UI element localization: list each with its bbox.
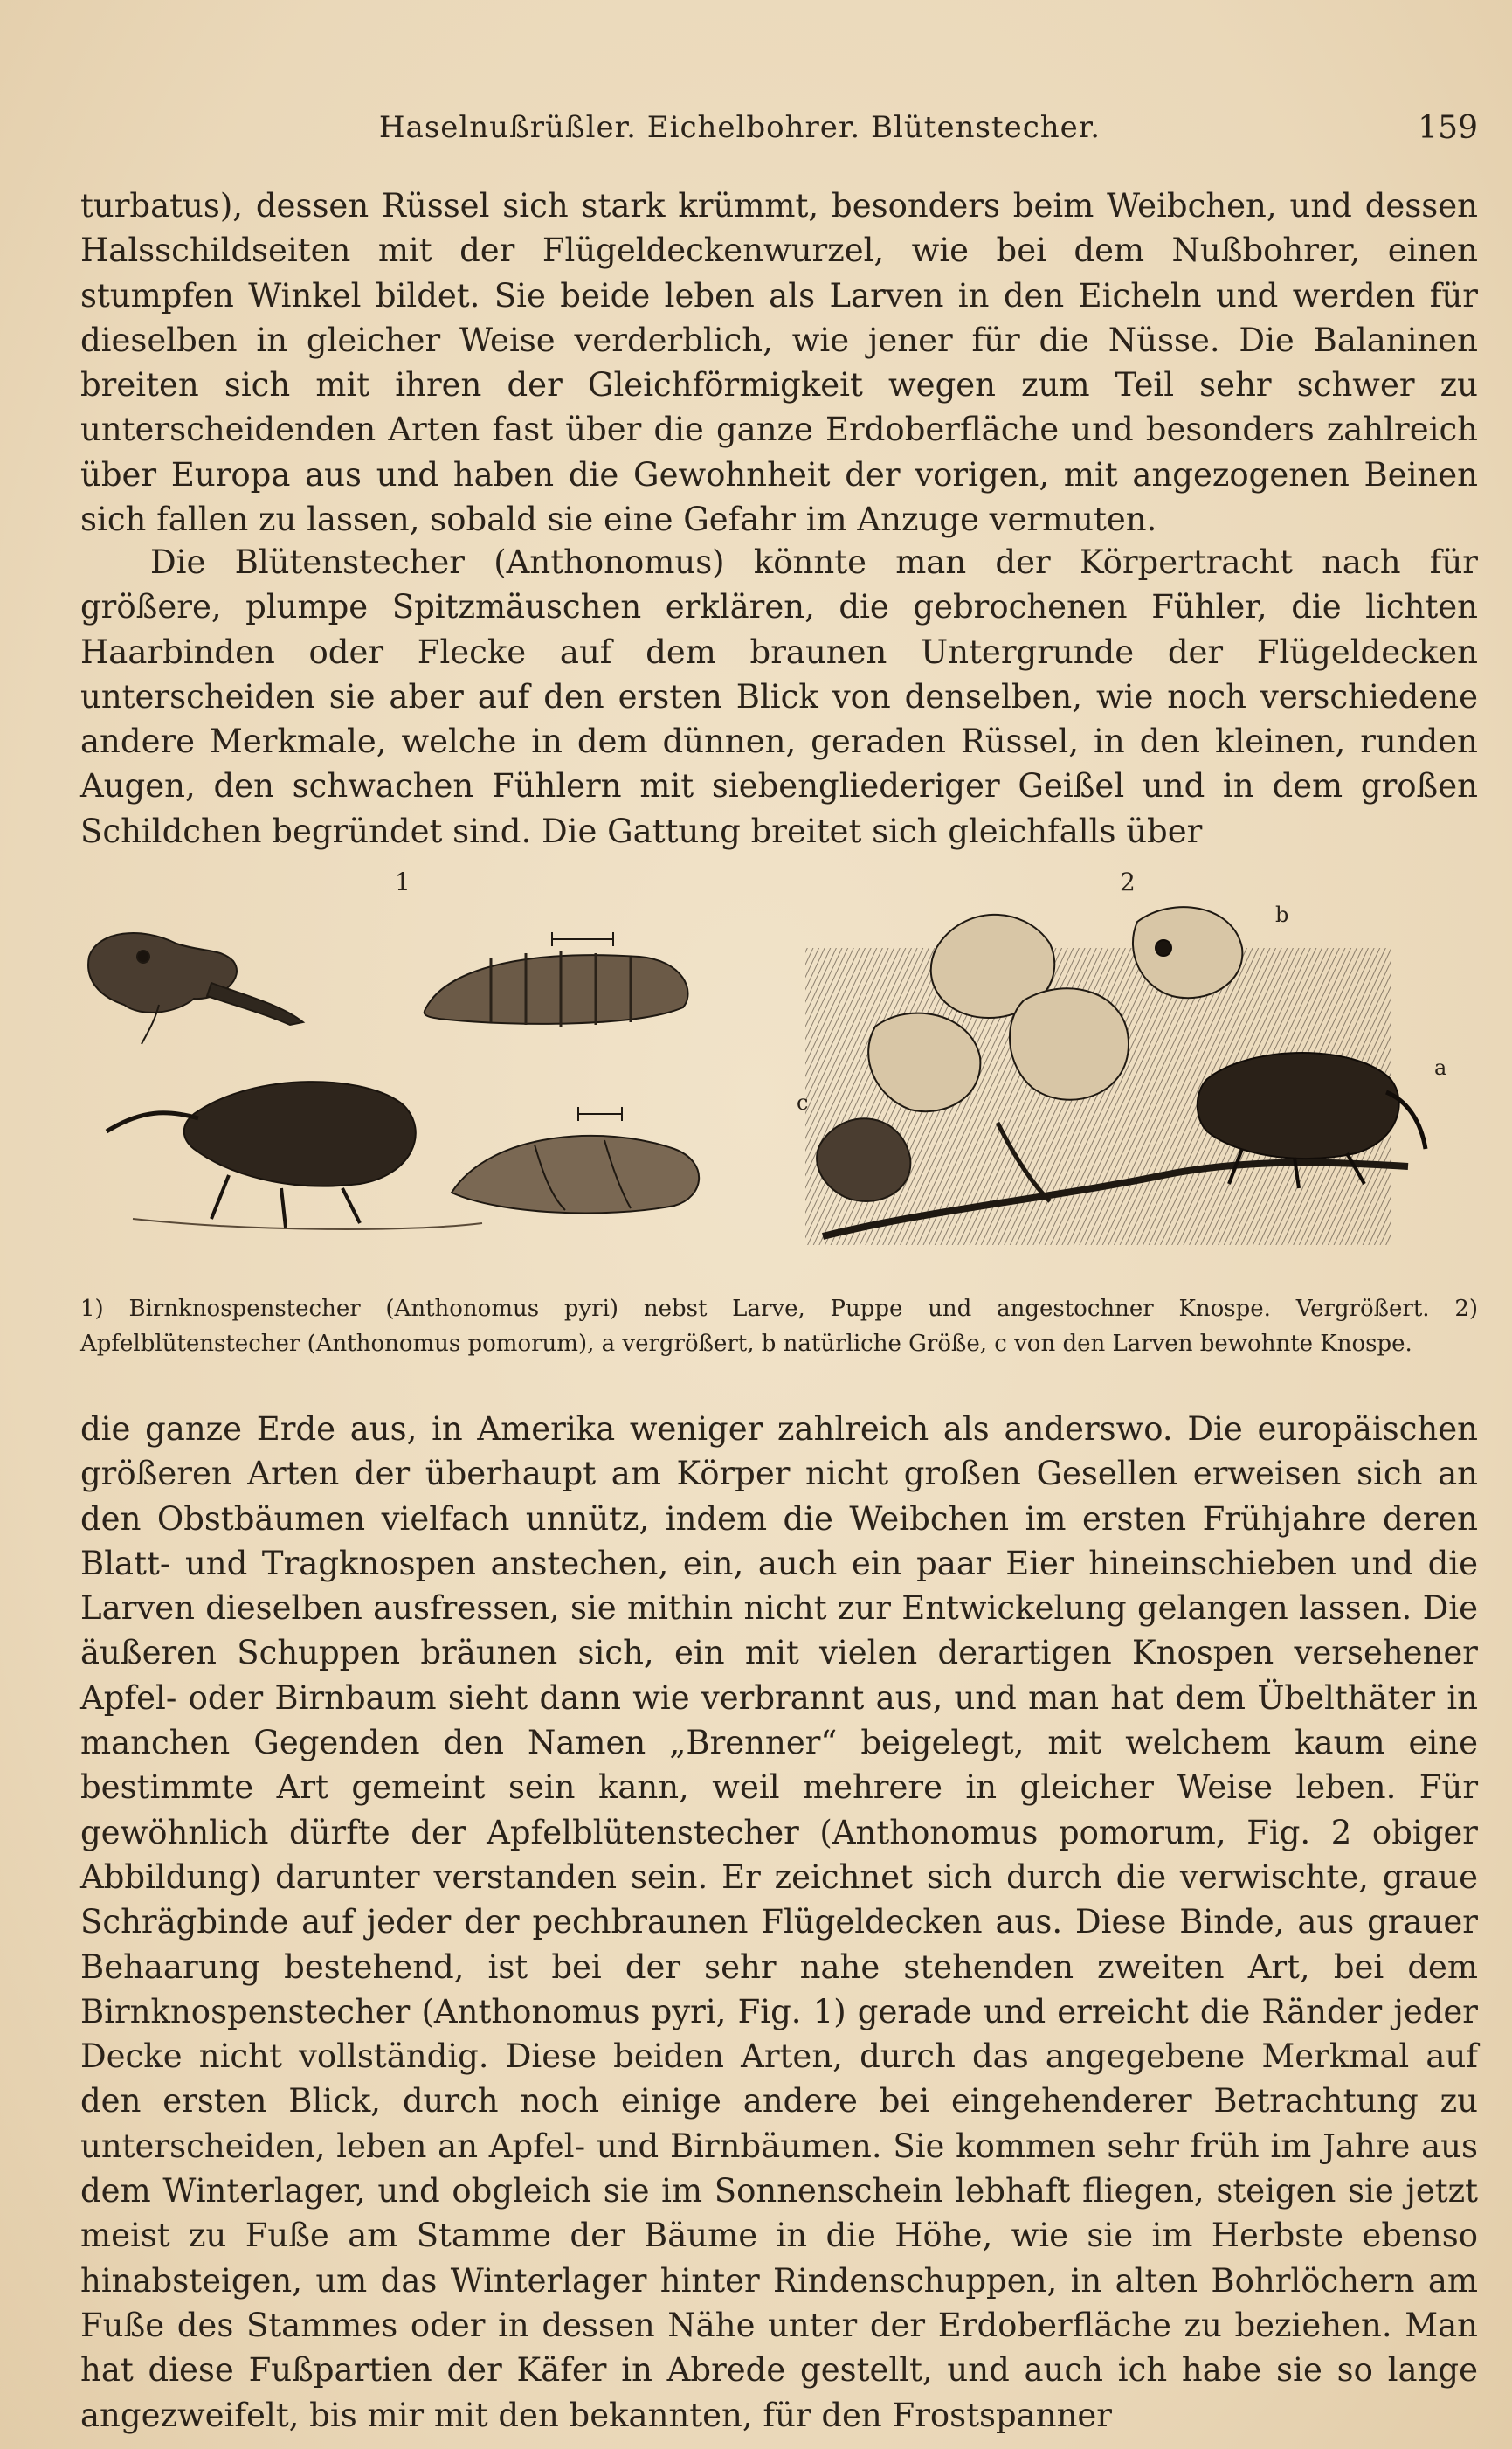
paragraph-text: turbatus), dessen Rüssel sich stark krümmt, besonders beim Weibchen, und dessen Halsschildseiten mit der Flügeldeckenwurzel, wie bei dem Nußbohrer, einen stumpfen Winkel bildet. Sie beide leben als Larven in den Eicheln und werden für dieselben in gleicher Weise verderblich, wie jener für die Nüsse. Die Balaninen breiten sich mit ihren der Gleichförmigkeit wegen zum Teil sehr schwer zu unterscheidenden Arten fast über die ganze Erdoberfläche und besonders zahlreich über Europa aus und haben die Gewohnheit der vorigen, mit angezogenen Beinen sich fallen zu lassen, sobald sie eine Gefahr im Anzuge vermuten.	[80, 187, 1478, 539]
figure-caption	[80, 1291, 1478, 1361]
figure-label-c: c	[797, 1090, 809, 1115]
figure-label-a: a	[1434, 1055, 1447, 1080]
caption-text: 1) Birnknospenstecher (Anthonomus pyri) nebst Larve, Puppe und angestochner Knospe. Vergrößert. 2) Apfelblütenstecher (Anthonomus pomorum), a vergrößert, b natürliche Größe, c von den Larven bewohnte Knospe.	[80, 1296, 1478, 1357]
paragraph-text: die ganze Erde aus, in Amerika weniger zahlreich als anderswo. Die europäischen größeren Arten der überhaupt am Körper nicht großen Gesellen erweisen sich an den Obstbäumen vielfach unnütz, indem die Weibchen im ersten Frühjahre deren Blatt- und Tragknospen anstechen, ein, auch ein paar Eier hineinschieben und die Larven dieselben ausfressen, sie mithin nicht zur Entwickelung gelangen lassen. Die äußeren Schuppen bräunen sich, ein mit vielen derartigen Knospen versehener Apfel- oder Birnbaum sieht dann wie verbrannt aus, und man hat dem Übelthäter in manchen Gegenden den Namen „Brenner“ beigelegt, mit welchem kaum eine bestimmte Art gemeint sein kann, weil mehrere in gleicher Weise leben. Für gewöhnlich dürfte der Apfelblütenstecher (Anthonomus pomorum, Fig. 2 obiger Abbildung) darunter verstanden sein. Er zeichnet sich durch die verwischte, graue Schrägbinde auf jeder der pechbraunen Flügeldecken aus. Diese Binde, aus grauer Behaarung bestehend, ist bei der sehr nahe stehenden zweiten Art, bei dem Birnknospenstecher (Anthonomus pyri, Fig. 1) gerade und erreicht die Ränder jeder Decke nicht vollständig. Diese beiden Arten, durch das angegebene Merkmal auf den ersten Blick, durch noch einige andere bei eingehenderer Betrachtung zu unterscheiden, leben an Apfel- und Birnbäumen. Sie kommen sehr früh im Jahre aus dem Winterlager, und obgleich sie im Sonnenschein lebhaft fliegen, steigen sie jetzt meist zu Fuße am Stamme der Bäume in die Höhe, wie sie im Herbste ebenso hinabsteigen, um das Winterlager hinter Rindenschuppen, in alten Bohrlöchern am Fuße des Stammes oder in dessen Nähe unter der Erdoberfläche zu beziehen. Man hat diese Fußpartien der Käfer in Abrede gestellt, und auch ich habe sie so lange angezweifelt, bis mir mit den bekannten, für den Frostspanner	[80, 1410, 1478, 2434]
weevil-drawing	[107, 1082, 482, 1229]
running-title: Haselnußrüßler. Eichelbohrer. Blütenstecher.	[378, 110, 1101, 145]
figure-label-1: 1	[395, 868, 411, 896]
figure-label-2: 2	[1120, 868, 1136, 896]
page-header	[80, 103, 1478, 156]
paragraph-text: Die Blütenstecher (Anthonomus) könnte man der Körpertracht nach für größere, plumpe Spitzmäuschen erklären, die gebrochenen Fühler, die lichten Haarbinden oder Flecke auf dem braunen Untergrunde der Flügeldecken unterscheiden sie aber auf den ersten Blick von denselben, wie noch verschiedene andere Merkmale, welche in dem dünnen, geraden Rüssel, in den kleinen, runden Augen, den schwachen Fühlern mit siebengliederiger Geißel und in dem großen Schildchen begründet sind. Die Gattung breitet sich gleichfalls über	[80, 543, 1478, 850]
paragraph-anthonomus-continued	[80, 1407, 1478, 2438]
figure-illustration	[80, 861, 1478, 1271]
stung-bud-drawing	[88, 933, 303, 1044]
figure-1-engraving	[80, 896, 797, 1263]
page-number: 159	[1418, 110, 1478, 146]
figure-2-engraving	[797, 896, 1478, 1263]
figure-label-b: b	[1275, 903, 1289, 927]
larva-drawing	[425, 932, 688, 1027]
pupa-drawing	[452, 1107, 699, 1213]
paragraph-continued	[80, 183, 1478, 542]
paragraph-anthonomus-intro	[80, 540, 1478, 854]
